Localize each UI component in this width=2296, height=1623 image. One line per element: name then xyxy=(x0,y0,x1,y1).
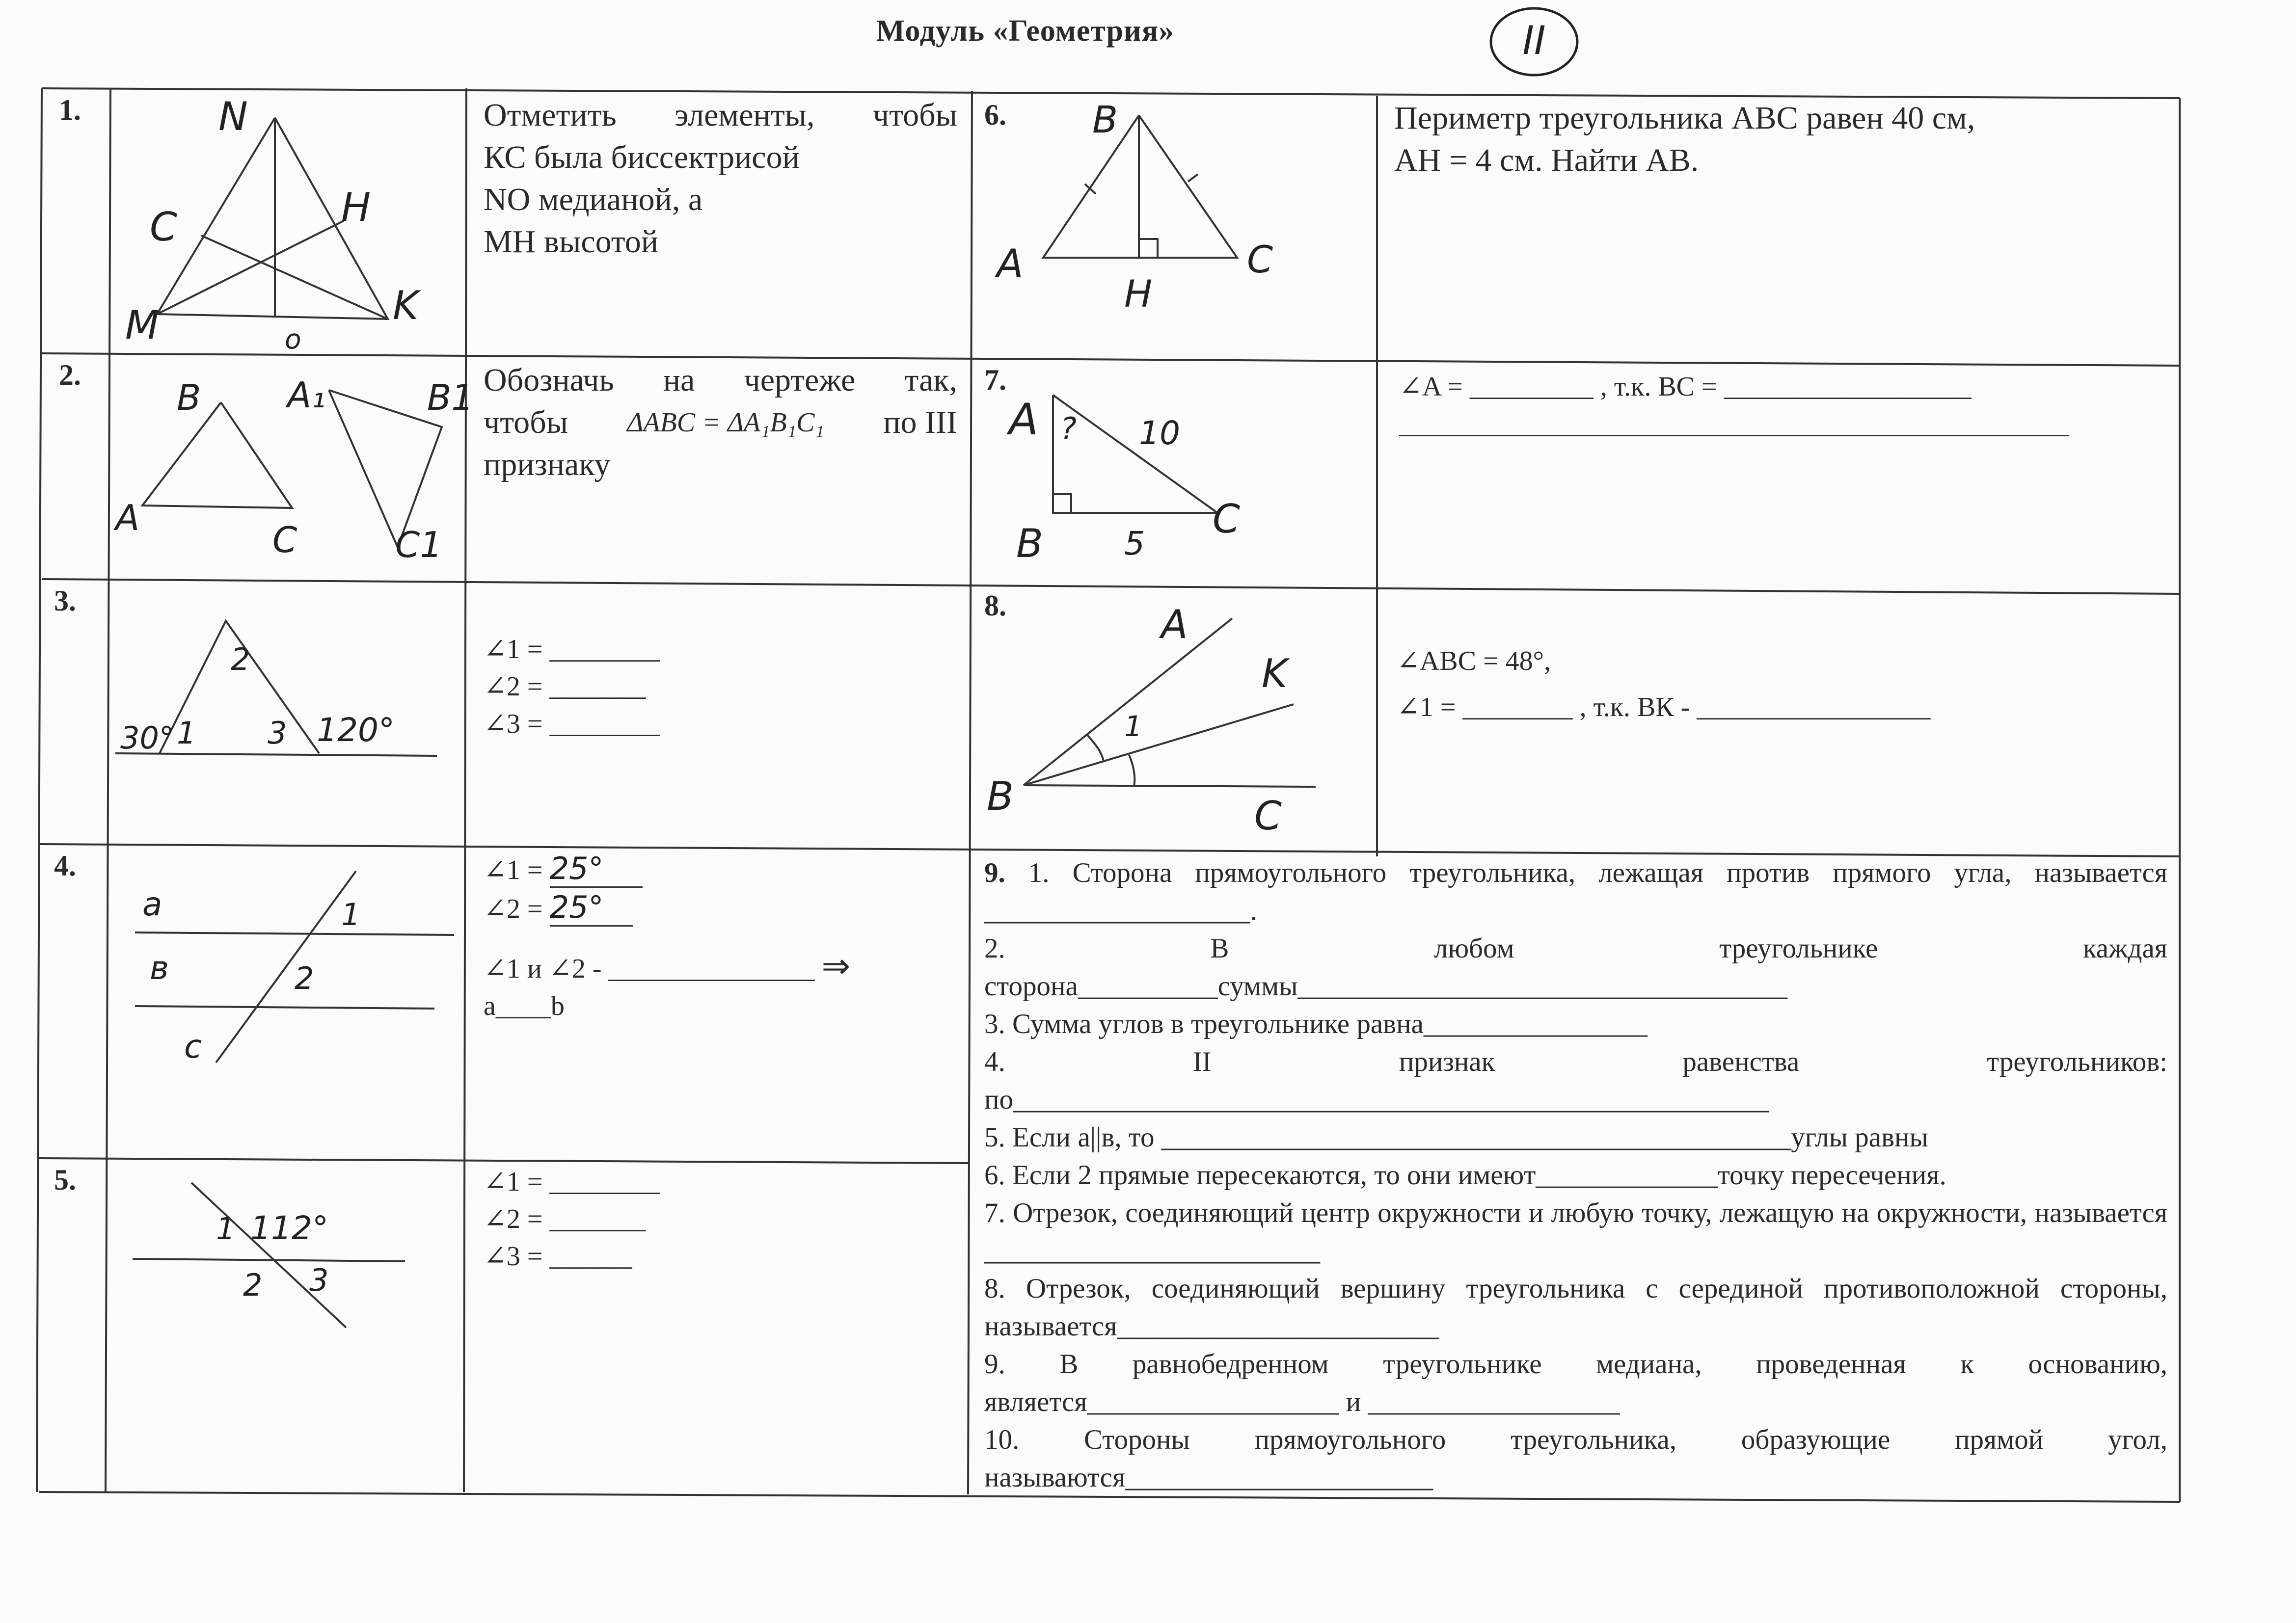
task9-item-4: 4. II признак равенства треугольников: по______________________________________________________ xyxy=(984,1046,2167,1115)
task9-item-10: 10. Стороны прямоугольного треугольника, образующие прямой угол, называются______________________ xyxy=(984,1424,2167,1493)
label-b: в xyxy=(150,949,169,987)
task4-parallel-lines-diagram xyxy=(110,851,464,1156)
task-number-6: 6. xyxy=(984,99,1006,131)
task8-angle-bisector-diagram xyxy=(987,594,1375,844)
task2-line-3: признаку xyxy=(484,447,611,482)
label-h: H xyxy=(1124,272,1153,316)
task2-formula: ΔABC = ΔA₁B₁C₁ xyxy=(627,407,824,438)
label-a1: A₁ xyxy=(287,374,326,416)
task3-angle2: ∠2 = _______ xyxy=(484,671,646,702)
task7-answers xyxy=(1399,368,2175,436)
task7-line-1: ∠A = _________ , т.к. ВС = __________________ xyxy=(1399,372,1972,402)
label-3: 3 xyxy=(268,715,287,751)
page-title: Модуль «Геометрия» xyxy=(876,14,1175,48)
task9-item-5: 5. Если a||в, то _____________________________________________углы равны xyxy=(984,1122,1928,1153)
task9-item-1 xyxy=(984,854,2167,930)
task5-angle1: ∠1 = ________ xyxy=(484,1167,660,1197)
label-question: ? xyxy=(1060,411,1077,447)
angle1-label: ∠1 = xyxy=(484,855,543,885)
label-3: 3 xyxy=(309,1262,329,1298)
task6-line-2: АН = 4 см. Найти АВ. xyxy=(1394,142,1699,178)
label-a: a xyxy=(142,885,162,923)
pair-text: ∠1 и ∠2 - _______________ xyxy=(484,954,815,984)
label-a: A xyxy=(997,241,1024,287)
task9-item-3: 3. Сумма углов в треугольнике равна________________ xyxy=(984,1009,1648,1039)
task1-text xyxy=(484,94,957,263)
label-1: 1 xyxy=(177,715,196,751)
task2-triangles-diagram xyxy=(113,363,474,579)
label-a: A xyxy=(115,497,140,538)
label-n: N xyxy=(218,94,248,139)
task-number-4: 4. xyxy=(54,850,76,882)
task6-isosceles-triangle-diagram xyxy=(987,96,1375,361)
task1-line-2: КС была биссектрисой xyxy=(484,139,800,175)
label-c: C xyxy=(272,519,297,560)
task9-questions xyxy=(984,854,2167,1496)
task4-pair xyxy=(484,947,955,987)
task2-text xyxy=(484,359,957,486)
task8-line-2: ∠1 = ________ , т.к. ВК - _________________ xyxy=(1397,692,1931,722)
label-a: A xyxy=(1161,602,1188,647)
task4-angle2 xyxy=(484,889,955,928)
task1-line-3: NO медианой, а xyxy=(484,182,703,217)
task-number-1: 1. xyxy=(59,94,81,126)
label-b: B xyxy=(177,377,201,418)
task2-text-post: по III xyxy=(883,404,957,440)
task9-item-6: 6. Если 2 прямые пересекаются, то они имеют_____________точку пересечения. xyxy=(984,1160,1946,1191)
task9-item-2: 2. В любом треугольнике каждая сторона__________суммы___________________________________ xyxy=(984,933,2167,1002)
task-number-7: 7. xyxy=(984,364,1006,396)
label-1: 1 xyxy=(341,897,361,932)
task4-angle1 xyxy=(484,850,955,889)
label-b1: B1 xyxy=(427,377,474,418)
task2-line-1: Обозначь на чертеже так, xyxy=(484,362,957,398)
task1-line-1: Отметить элементы, чтобы xyxy=(484,97,957,133)
arrow-icon: ⇒ xyxy=(821,946,851,986)
label-c: C xyxy=(1254,793,1282,839)
variant-label: II xyxy=(1522,18,1546,63)
angle2-handwritten: 25° xyxy=(550,889,633,927)
label-2: 2 xyxy=(231,641,250,677)
task1-triangle-diagram xyxy=(113,93,464,353)
task5-intersecting-lines-diagram xyxy=(110,1166,464,1490)
task3-answers xyxy=(484,631,925,743)
task4-answers xyxy=(484,850,955,1025)
task9-item-8: 8. Отрезок, соединяющий вершину треугольника с серединой противоположной стороны, называется_______________________ xyxy=(984,1273,2167,1342)
label-30deg: 30° xyxy=(120,720,174,756)
task9-item-9: 9. В равнобедренном треугольнике медиана, проведенная к основанию, является__________________ и __________________ xyxy=(984,1349,2167,1417)
task7-line-2 xyxy=(1399,405,2069,436)
task3-angle3: ∠3 = ________ xyxy=(484,709,660,739)
label-10: 10 xyxy=(1139,414,1180,452)
task1-line-4: МН высотой xyxy=(484,224,659,260)
label-c1: C1 xyxy=(395,524,443,565)
label-c: C xyxy=(1213,496,1240,542)
task-number-9: 9. xyxy=(984,857,1005,888)
angle2-label: ∠2 = xyxy=(484,894,543,924)
task4-ab: a____b xyxy=(484,991,565,1021)
label-2: 2 xyxy=(295,960,314,996)
task2-text-pre: чтобы xyxy=(484,404,568,440)
label-k: K xyxy=(393,283,419,328)
label-b: B xyxy=(987,773,1014,819)
label-b: B xyxy=(1016,521,1043,566)
label-2: 2 xyxy=(243,1267,263,1303)
label-5: 5 xyxy=(1124,525,1145,562)
task5-angle2: ∠2 = _______ xyxy=(484,1204,646,1234)
task-number-3: 3. xyxy=(54,585,76,617)
label-k: K xyxy=(1262,651,1288,696)
label-1: 1 xyxy=(216,1211,236,1247)
task-number-5: 5. xyxy=(54,1164,76,1196)
label-a: A xyxy=(1009,394,1039,445)
task-number-2: 2. xyxy=(59,359,81,391)
task-number-8: 8. xyxy=(984,589,1006,622)
task9-item-7: 7. Отрезок, соединяющий центр окружности и любую точку, лежащую на окружности, называется ________________________ xyxy=(984,1197,2167,1266)
task9-item-1-text: 1. Сторона прямоугольного треугольника, лежащая против прямого угла, называется ___________________. xyxy=(984,857,2168,926)
label-c: C xyxy=(150,204,177,250)
task3-triangle-diagram xyxy=(110,586,464,844)
task5-angle3: ∠3 = ______ xyxy=(484,1241,632,1272)
label-h: H xyxy=(341,185,371,230)
label-m: M xyxy=(125,302,160,348)
label-c: c xyxy=(184,1028,202,1065)
label-o: o xyxy=(285,323,301,355)
task8-answers xyxy=(1397,638,2172,730)
label-1: 1 xyxy=(1124,710,1142,743)
task3-angle1: ∠1 = ________ xyxy=(484,634,660,665)
task6-line-1: Периметр треугольника АВС равен 40 см, xyxy=(1394,100,1975,136)
label-b: B xyxy=(1092,98,1118,141)
task8-line-1: ∠ABC = 48°, xyxy=(1397,646,1551,676)
task5-answers xyxy=(484,1163,925,1275)
label-c: C xyxy=(1247,238,1273,281)
label-120deg: 120° xyxy=(317,711,395,749)
task7-right-triangle-diagram xyxy=(987,366,1375,586)
angle1-handwritten: 25° xyxy=(550,851,643,888)
label-112deg: 112° xyxy=(250,1209,328,1247)
task6-text xyxy=(1394,97,2170,182)
task2-line-2 xyxy=(484,401,957,444)
